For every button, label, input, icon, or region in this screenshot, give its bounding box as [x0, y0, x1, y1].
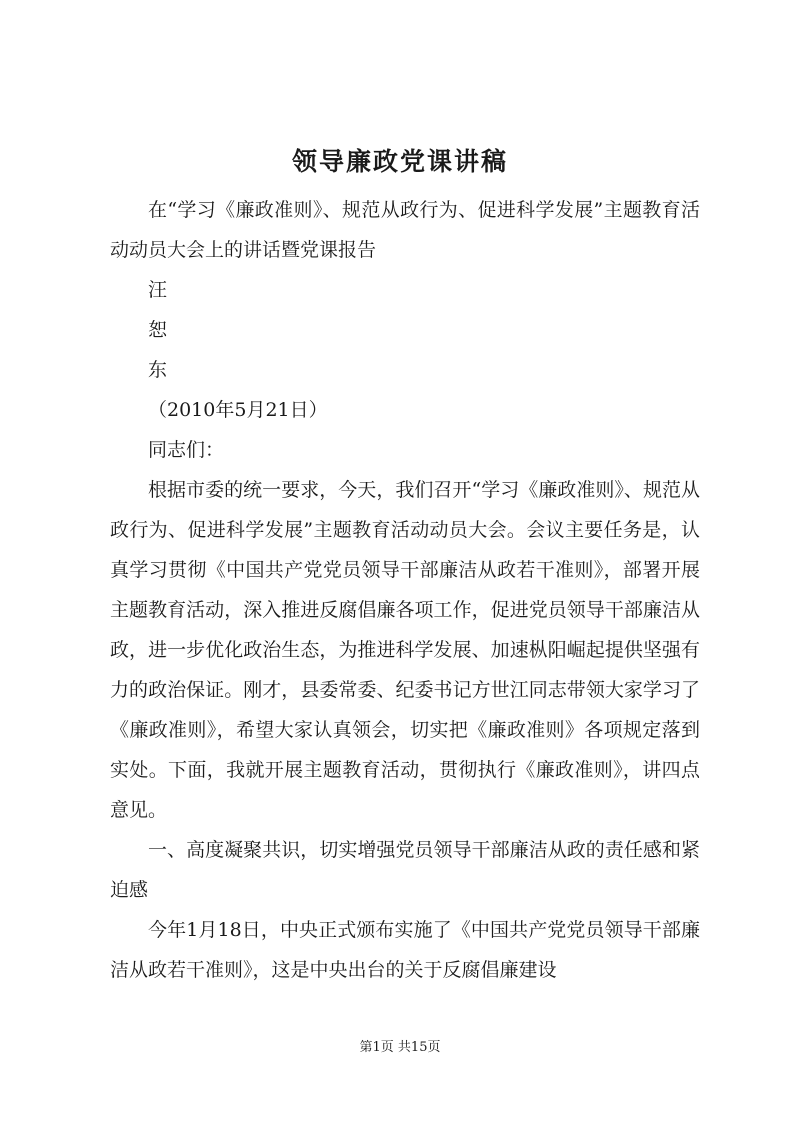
date-line: （2010年5月21日） [148, 399, 328, 421]
salutation: 同志们： [148, 439, 225, 461]
author-name-char-1: 汪 [148, 279, 168, 301]
page-footer: 第1页 共15页 [359, 1040, 441, 1055]
section-heading: 一、高度凝聚共识，切实增强党员领导干部廉洁从政的责任感和紧迫感 [110, 839, 700, 901]
author-name-char-3: 东 [148, 359, 168, 381]
body-paragraph: 根据市委的统一要求，今天，我们召开“学习《廉政准则》、规范从政行为、促进科学发展”主题教育活动动员大会。会议主要任务是，认真学习贯彻《中国共产党党员领导干部廉洁从政若干准则》，部署开展主题教育活动，深入推进反腐倡廉各项工作，促进党员领导干部廉洁从政，进一步优化政治生态，为推进科学发展、加速枞阳崛起提供坚强有力的政治保证。刚才，县委常委、纪委书记方世江同志带领大家学习了《廉政准则》，希望大家认真领会，切实把《廉政准则》各项规定落到实处。下面，我就开展主题教育活动，贯彻执行《廉政准则》，讲四点意见。 [110, 479, 700, 821]
subtitle-paragraph: 在“学习《廉政准则》、规范从政行为、促进科学发展”主题教育活动动员大会上的讲话暨党课报告 [110, 199, 700, 261]
document-body [110, 190, 700, 990]
author-name-char-2: 恕 [148, 319, 168, 341]
document-title: 领导廉政党课讲稿 [291, 147, 508, 176]
body-paragraph: 今年1月18日，中央正式颁布实施了《中国共产党党员领导干部廉洁从政若干准则》，这是中央出台的关于反腐倡廉建设 [110, 919, 700, 981]
